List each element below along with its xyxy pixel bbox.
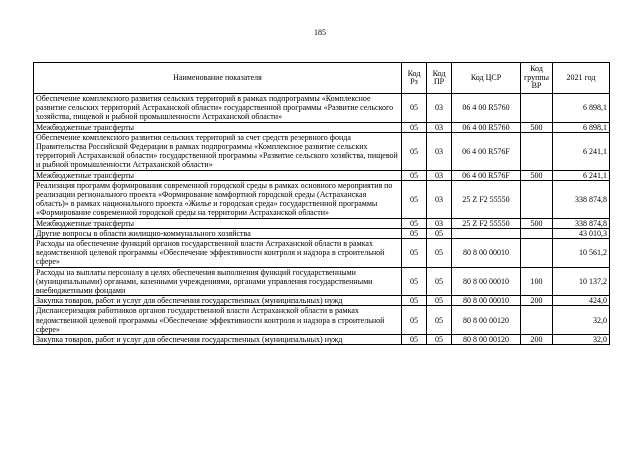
header-pr: Код ПР <box>427 63 452 94</box>
table-header-row <box>34 63 610 94</box>
row-vr <box>521 228 553 238</box>
row-pr: 05 <box>427 306 452 335</box>
row-pr: 05 <box>427 239 452 268</box>
table-row <box>34 132 610 170</box>
row-amount: 338 874,8 <box>553 218 610 228</box>
row-csr: 80 8 00 00010 <box>452 267 521 296</box>
row-name: Обеспечение комплексного развития сельских территорий за счет средств резервного фонда Правительства Российской Федерации в рамках подпрограммы «Комплексное развитие сельских территорий Астраханской области» государственной программы «Развитие сельского хозяйства, пищевой и рыбной промышленности Астраханской области» <box>34 132 402 170</box>
table-row <box>34 335 610 345</box>
header-name: Наименование показателя <box>34 63 402 94</box>
row-csr <box>452 228 521 238</box>
row-vr: 100 <box>521 267 553 296</box>
row-name: Диспансеризация работников органов государственной власти Астраханской области в рамках ведомственной целевой программы «Обеспечение эффективности контроля и надзора в строительной сфере» <box>34 306 402 335</box>
row-name: Межбюджетные трансферты <box>34 122 402 132</box>
row-pr: 03 <box>427 170 452 180</box>
row-amount: 10 137,2 <box>553 267 610 296</box>
row-amount: 338 874,8 <box>553 180 610 218</box>
row-rz: 05 <box>402 267 427 296</box>
row-amount: 6 898,1 <box>553 94 610 123</box>
table-row <box>34 239 610 268</box>
row-pr: 05 <box>427 335 452 345</box>
row-pr: 05 <box>427 228 452 238</box>
row-name: Закупка товаров, работ и услуг для обеспечения государственных (муниципальных) нужд <box>34 296 402 306</box>
row-rz: 05 <box>402 94 427 123</box>
row-pr: 05 <box>427 296 452 306</box>
row-vr <box>521 180 553 218</box>
row-vr <box>521 239 553 268</box>
row-csr: 06 4 00 R5760 <box>452 122 521 132</box>
row-name: Закупка товаров, работ и услуг для обеспечения государственных (муниципальных) нужд <box>34 335 402 345</box>
table-row <box>34 180 610 218</box>
table-row <box>34 228 610 238</box>
row-rz: 05 <box>402 122 427 132</box>
row-rz: 05 <box>402 132 427 170</box>
page-number: 185 <box>314 28 326 37</box>
table-row <box>34 122 610 132</box>
budget-table <box>33 62 610 345</box>
row-vr: 200 <box>521 296 553 306</box>
table-row <box>34 170 610 180</box>
row-csr: 80 8 00 00010 <box>452 296 521 306</box>
row-pr: 03 <box>427 218 452 228</box>
table-row <box>34 94 610 123</box>
row-name: Расходы на обеспечение функций органов государственной власти Астраханской области в рамках ведомственной целевой программы «Обеспечение эффективности контроля и надзора в строительной сфере» <box>34 239 402 268</box>
row-vr <box>521 306 553 335</box>
row-vr: 500 <box>521 122 553 132</box>
row-vr <box>521 132 553 170</box>
row-pr: 05 <box>427 267 452 296</box>
header-rz: Код Рз <box>402 63 427 94</box>
row-csr: 80 8 00 00120 <box>452 335 521 345</box>
row-rz: 05 <box>402 306 427 335</box>
row-name: Другие вопросы в области жилищно-коммунального хозяйства <box>34 228 402 238</box>
row-amount: 6 241,1 <box>553 170 610 180</box>
row-pr: 03 <box>427 132 452 170</box>
row-name: Межбюджетные трансферты <box>34 170 402 180</box>
row-csr: 80 8 00 00120 <box>452 306 521 335</box>
row-rz: 05 <box>402 296 427 306</box>
row-csr: 80 8 00 00010 <box>452 239 521 268</box>
row-amount: 32,0 <box>553 306 610 335</box>
row-vr: 500 <box>521 170 553 180</box>
row-pr: 03 <box>427 94 452 123</box>
row-rz: 05 <box>402 218 427 228</box>
row-vr: 500 <box>521 218 553 228</box>
row-amount: 424,0 <box>553 296 610 306</box>
row-amount: 10 561,2 <box>553 239 610 268</box>
row-csr: 06 4 00 R5760 <box>452 94 521 123</box>
row-csr: 25 Z F2 55550 <box>452 180 521 218</box>
row-csr: 06 4 00 R576F <box>452 170 521 180</box>
row-csr: 06 4 00 R576F <box>452 132 521 170</box>
row-name: Межбюджетные трансферты <box>34 218 402 228</box>
row-amount: 32,0 <box>553 335 610 345</box>
row-pr: 03 <box>427 180 452 218</box>
header-csr: Код ЦСР <box>452 63 521 94</box>
row-rz: 05 <box>402 239 427 268</box>
header-vr: Код группы ВР <box>521 63 553 94</box>
row-amount: 6 898,1 <box>553 122 610 132</box>
header-year: 2021 год <box>553 63 610 94</box>
row-amount: 43 010,3 <box>553 228 610 238</box>
table-row <box>34 306 610 335</box>
row-pr: 03 <box>427 122 452 132</box>
row-rz: 05 <box>402 228 427 238</box>
row-rz: 05 <box>402 180 427 218</box>
row-rz: 05 <box>402 335 427 345</box>
row-rz: 05 <box>402 170 427 180</box>
row-vr: 200 <box>521 335 553 345</box>
row-name: Реализация программ формирования современной городской среды в рамках основного мероприятия по реализации регионального проекта «Формирование комфортной городской среды (Астраханская область)» в рамках национального проекта «Жилье и городская среда» государственной программы «Формирование современной городской среды на территории Астраханской области» <box>34 180 402 218</box>
table-row <box>34 267 610 296</box>
row-vr <box>521 94 553 123</box>
row-amount: 6 241,1 <box>553 132 610 170</box>
row-name: Расходы на выплаты персоналу в целях обеспечения выполнения функций государственными (муниципальными) органами, казенными учреждениями, органами управления государственными внебюджетными фондами <box>34 267 402 296</box>
table-row <box>34 218 610 228</box>
row-name: Обеспечение комплексного развития сельских территорий в рамках подпрограммы «Комплексное развитие сельских территорий Астраханской области» государственной программы «Развитие сельского хозяйства, пищевой и рыбной промышленности Астраханской области» <box>34 94 402 123</box>
row-csr: 25 Z F2 55550 <box>452 218 521 228</box>
table-row <box>34 296 610 306</box>
